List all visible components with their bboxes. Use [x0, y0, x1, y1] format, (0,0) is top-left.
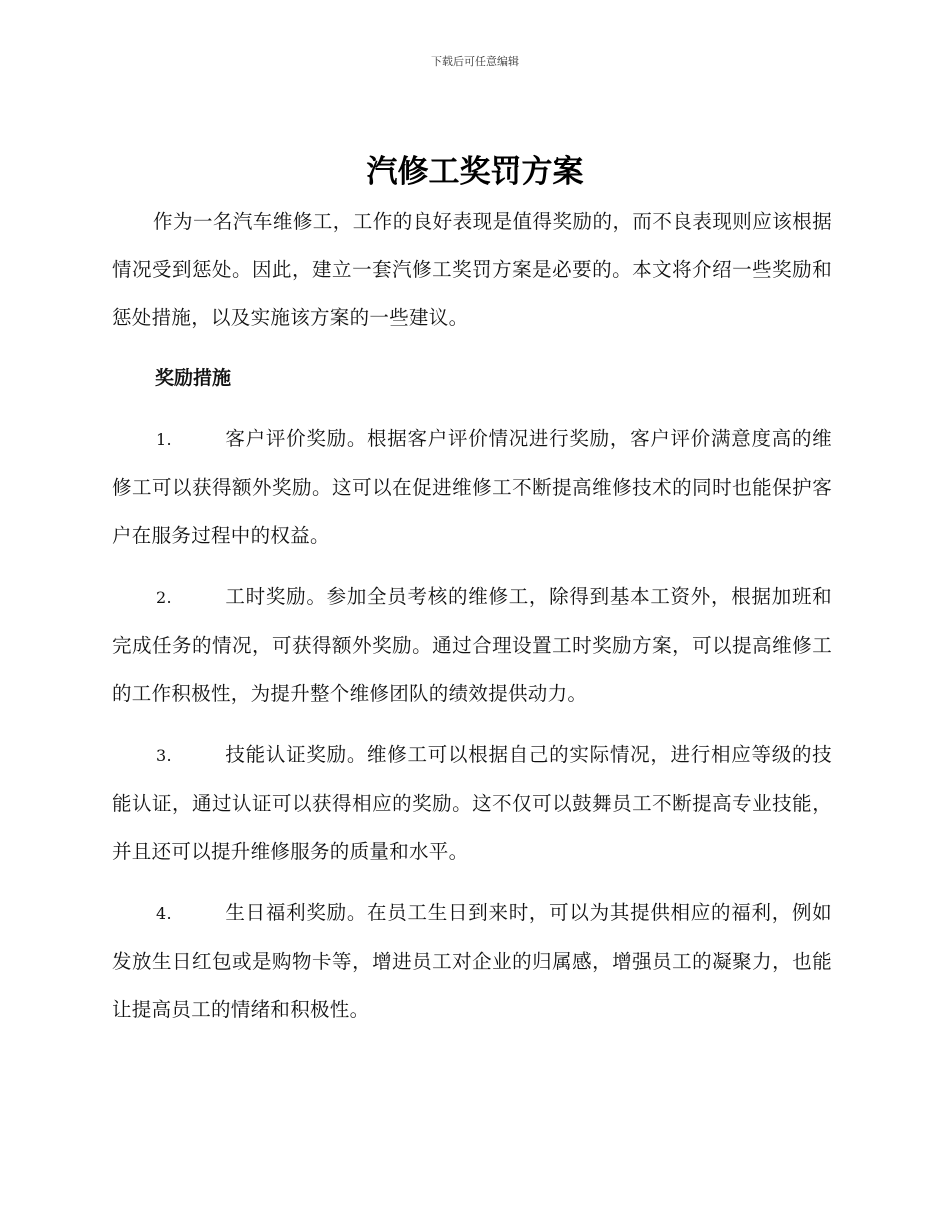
- list-item-number: 1.: [156, 430, 172, 449]
- intro-paragraph: 作为一名汽车维修工，工作的良好表现是值得奖励的，而不良表现则应该根据情况受到惩处。因此，建立一套汽修工奖罚方案是必要的。本文将介绍一些奖励和惩处措施，以及实施该方案的一些建议。: [112, 210, 832, 329]
- list-item-number: 4.: [156, 904, 172, 923]
- list-item: [112, 889, 832, 1034]
- list-item-text: 技能认证奖励。维修工可以根据自己的实际情况，进行相应等级的技能认证，通过认证可以获得相应的奖励。这不仅可以鼓舞员工不断提高专业技能，并且还可以提升维修服务的质量和水平。: [112, 743, 832, 863]
- section-heading: 奖励措施: [155, 367, 232, 389]
- document-body: [112, 198, 832, 1034]
- list-item: [112, 415, 832, 560]
- list-item-text: 客户评价奖励。根据客户评价情况进行奖励，客户评价满意度高的维修工可以获得额外奖励。这可以在促进维修工不断提高维修技术的同时也能保护客户在服务过程中的权益。: [112, 427, 832, 547]
- list-item: [112, 731, 832, 876]
- list-item-number: 2.: [156, 588, 172, 607]
- list-item-number: 3.: [156, 746, 172, 765]
- list-item-text: 生日福利奖励。在员工生日到来时，可以为其提供相应的福利，例如发放生日红包或是购物卡等，增进员工对企业的归属感，增强员工的凝聚力，也能让提高员工的情绪和积极性。: [112, 901, 832, 1021]
- list-item-text: 工时奖励。参加全员考核的维修工，除得到基本工资外，根据加班和完成任务的情况，可获得额外奖励。通过合理设置工时奖励方案，可以提高维修工的工作积极性，为提升整个维修团队的绩效提供动力。: [112, 585, 832, 705]
- list-item: [112, 573, 832, 718]
- header-note: 下载后可任意编辑: [431, 55, 519, 68]
- page-title: 汽修工奖罚方案: [366, 154, 584, 190]
